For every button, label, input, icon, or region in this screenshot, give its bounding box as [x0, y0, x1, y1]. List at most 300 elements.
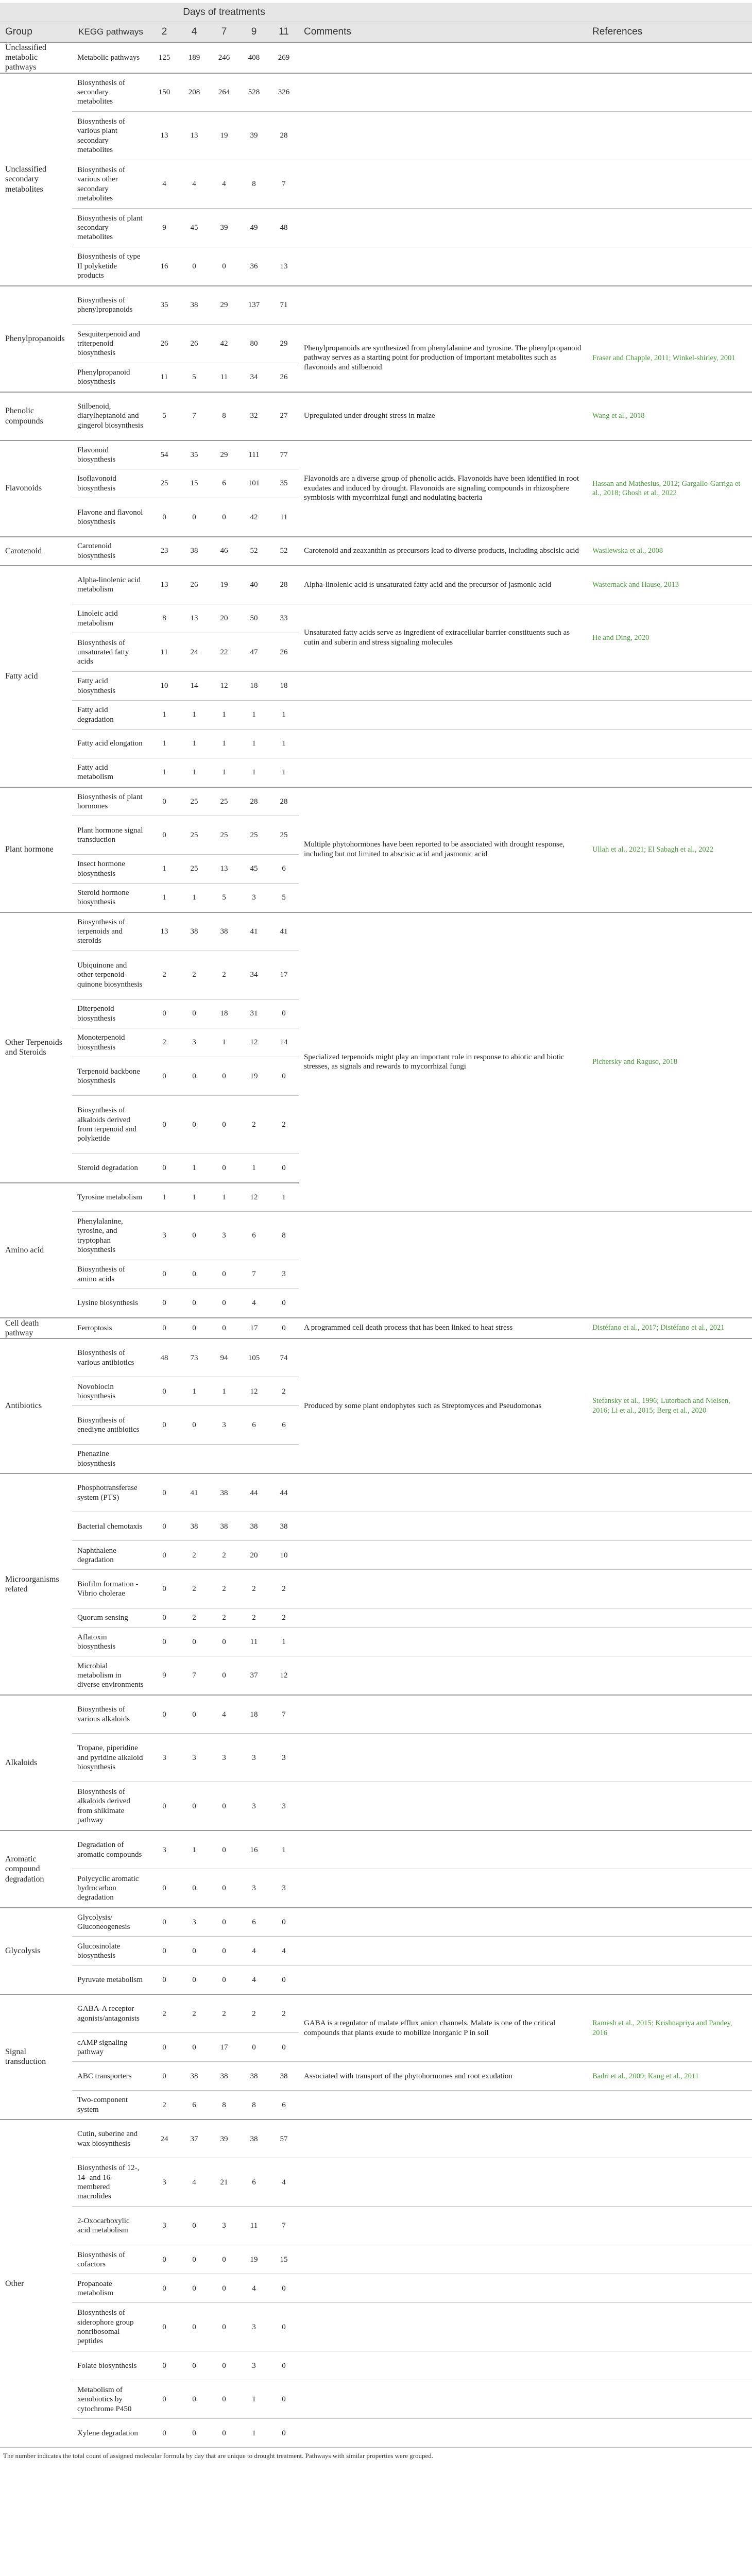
day-count: 0: [179, 2380, 209, 2419]
day-count: 0: [179, 1406, 209, 1445]
day-count: 0: [179, 999, 209, 1028]
day-count: 0: [179, 2419, 209, 2448]
reference-cell: [587, 42, 752, 73]
day-count: 1: [149, 855, 179, 884]
table-row: [0, 1937, 752, 1965]
day-count: 0: [179, 247, 209, 286]
day-count: 4: [269, 1937, 299, 1965]
reference-cell: [587, 2091, 752, 2120]
day-count: 326: [269, 73, 299, 112]
table-row: [0, 701, 752, 730]
day-count: 0: [149, 2062, 179, 2091]
day-count: 74: [269, 1338, 299, 1377]
day-count: 0: [149, 1512, 179, 1541]
day-count: [269, 1445, 299, 1473]
day-count: 3: [149, 2158, 179, 2207]
table-row: [0, 604, 752, 633]
day-count: 52: [269, 537, 299, 566]
day-count: 80: [239, 325, 269, 363]
group-label: Aromatic compound degradation: [0, 1831, 72, 1908]
group-label: Flavonoids: [0, 440, 72, 537]
day-count: 19: [209, 566, 239, 604]
day-count: 2: [149, 2091, 179, 2120]
day-count: 1: [179, 1183, 209, 1212]
pathway-name: Linoleic acid metabolism: [72, 604, 149, 633]
day-count: 0: [269, 1965, 299, 1994]
day-count: 0: [149, 1628, 179, 1656]
day-count: 0: [209, 1628, 239, 1656]
day-count: 1: [179, 1831, 209, 1869]
pathway-name: Microbial metabolism in diverse environments: [72, 1656, 149, 1695]
comment-cell: A programmed cell death process that has been linked to heat stress: [299, 1318, 587, 1338]
day-count: 25: [209, 816, 239, 855]
comment-cell: Produced by some plant endophytes such as Streptomyces and Pseudomonas: [299, 1338, 587, 1473]
day-count: 6: [269, 1406, 299, 1445]
day-count: 12: [269, 1656, 299, 1695]
table-row: [0, 1965, 752, 1994]
day-count: 73: [179, 1338, 209, 1377]
reference-cell: Badri et al., 2009; Kang et al., 2011: [587, 2062, 752, 2091]
comment-cell: Specialized terpenoids might play an important role in response to abiotic and biotic stresses, as signals and rewards to mycorrhizal fungi: [299, 912, 587, 1212]
day-count: 0: [149, 1608, 179, 1628]
day-count: 0: [209, 1965, 239, 1994]
day-count: 8: [269, 1212, 299, 1260]
day-count: 44: [239, 1473, 269, 1512]
table-row: [0, 1908, 752, 1937]
pathway-name: Biosynthesis of various plant secondary metabolites: [72, 112, 149, 160]
comment-cell: Multiple phytohormones have been reported to be associated with drought response, including but not limited to abscisic acid and jasmonic acid: [299, 787, 587, 912]
day-count: 0: [179, 1937, 209, 1965]
day-count: 0: [179, 1057, 209, 1096]
day-count: 528: [239, 73, 269, 112]
day-count: 16: [239, 1831, 269, 1869]
day-count: 45: [239, 855, 269, 884]
group-label: Unclassified metabolic pathways: [0, 42, 72, 73]
comment-cell: [299, 758, 587, 787]
reference-cell: [587, 160, 752, 209]
reference-cell: [587, 1734, 752, 1782]
day-count: 6: [239, 1212, 269, 1260]
pathway-name: Two-component system: [72, 2091, 149, 2120]
group-label: Phenylpropanoids: [0, 286, 72, 392]
pathway-name: ABC transporters: [72, 2062, 149, 2091]
pathway-name: Stilbenoid, diarylheptanoid and gingerol biosynthesis: [72, 392, 149, 440]
kegg-pathway-table: [0, 3, 752, 2448]
day-count: 2: [209, 951, 239, 999]
day-count: 38: [179, 912, 209, 951]
day-count: 1: [209, 1377, 239, 1406]
day-count: 1: [179, 1377, 209, 1406]
day-count: 6: [269, 2091, 299, 2120]
day-count: 1: [179, 884, 209, 912]
day-count: 0: [149, 1406, 179, 1445]
day-count: 40: [239, 566, 269, 604]
day-header: 7: [209, 22, 239, 42]
day-count: 28: [269, 566, 299, 604]
day-count: 8: [209, 392, 239, 440]
day-count: 1: [149, 701, 179, 730]
day-count: 20: [209, 604, 239, 633]
day-count: 19: [239, 1057, 269, 1096]
day-count: 0: [149, 1318, 179, 1338]
day-count: 3: [239, 2303, 269, 2351]
pathway-name: Biosynthesis of various other secondary metabolites: [72, 160, 149, 209]
pathway-name: Biosynthesis of enediyne antibiotics: [72, 1406, 149, 1445]
day-count: 3: [239, 1782, 269, 1831]
day-header: 9: [239, 22, 269, 42]
day-count: 49: [239, 209, 269, 247]
pathway-name: Pyruvate metabolism: [72, 1965, 149, 1994]
comment-cell: GABA is a regulator of malate efflux anion channels. Malate is one of the critical compounds that plants exude to mobilize inorganic P in soil: [299, 1994, 587, 2062]
day-count: 0: [149, 999, 179, 1028]
group-label: Signal transduction: [0, 1994, 72, 2120]
group-label: Antibiotics: [0, 1338, 72, 1473]
reference-cell: [587, 2419, 752, 2448]
day-count: 13: [149, 912, 179, 951]
day-count: 0: [149, 2033, 179, 2062]
reference-cell: [587, 2245, 752, 2274]
day-count: 0: [179, 1628, 209, 1656]
pathway-name: Phosphotransferase system (PTS): [72, 1473, 149, 1512]
comment-cell: [299, 2274, 587, 2303]
pathway-name: Flavone and flavonol biosynthesis: [72, 498, 149, 537]
table-row: [0, 2120, 752, 2158]
day-count: 3: [179, 1028, 209, 1057]
reference-cell: [587, 1782, 752, 1831]
day-count: 11: [149, 363, 179, 392]
header-row-columns: [0, 22, 752, 42]
pathway-name: Terpenoid backbone biosynthesis: [72, 1057, 149, 1096]
day-count: 2: [269, 1096, 299, 1154]
day-count: 0: [209, 1656, 239, 1695]
day-count: 4: [209, 1695, 239, 1734]
day-count: 4: [239, 1937, 269, 1965]
day-count: 1: [239, 2419, 269, 2448]
day-count: 8: [149, 604, 179, 633]
pathway-name: Fatty acid degradation: [72, 701, 149, 730]
day-count: 0: [209, 1057, 239, 1096]
day-count: 0: [149, 787, 179, 816]
day-count: 2: [149, 1028, 179, 1057]
day-count: 38: [209, 912, 239, 951]
comment-cell: [299, 2158, 587, 2207]
day-count: 0: [269, 1154, 299, 1183]
day-count: 111: [239, 440, 269, 469]
comments-header: Comments: [299, 22, 587, 42]
day-count: 25: [179, 855, 209, 884]
pathway-name: Insect hormone biosynthesis: [72, 855, 149, 884]
table-body: [0, 42, 752, 2448]
day-count: 0: [179, 498, 209, 537]
day-count: 41: [269, 912, 299, 951]
pathway-name: Steroid hormone biosynthesis: [72, 884, 149, 912]
comment-cell: [299, 286, 587, 325]
table-row: [0, 2245, 752, 2274]
reference-cell: [587, 1608, 752, 1628]
pathway-name: Biosynthesis of plant hormones: [72, 787, 149, 816]
day-count: 29: [209, 286, 239, 325]
day-count: 31: [239, 999, 269, 1028]
table-row: [0, 392, 752, 440]
day-count: 39: [239, 112, 269, 160]
day-count: 0: [269, 2303, 299, 2351]
day-count: 3: [149, 2207, 179, 2245]
pathway-name: Glucosinolate biosynthesis: [72, 1937, 149, 1965]
day-count: 0: [209, 1937, 239, 1965]
day-count: 50: [239, 604, 269, 633]
day-count: 0: [149, 1937, 179, 1965]
table-row: [0, 1608, 752, 1628]
day-count: 17: [269, 951, 299, 999]
reference-cell: Distéfano et al., 2017; Distéfano et al., 2021: [587, 1318, 752, 1338]
day-count: 0: [149, 1908, 179, 1937]
comment-cell: Unsaturated fatty acids serve as ingredient of extracellular barrier constituents such as cutin and suberin and stress signaling molecules: [299, 604, 587, 672]
pathway-name: Phenylpropanoid biosynthesis: [72, 363, 149, 392]
day-count: 9: [149, 209, 179, 247]
day-count: 0: [209, 2380, 239, 2419]
day-count: 2: [269, 1377, 299, 1406]
pathway-name: Biofilm formation - Vibrio cholerae: [72, 1570, 149, 1608]
day-count: 37: [239, 1656, 269, 1695]
day-count: 11: [239, 1628, 269, 1656]
day-count: 38: [239, 1512, 269, 1541]
reference-cell: [587, 1831, 752, 1869]
day-count: 0: [269, 1289, 299, 1318]
pathways-header: KEGG pathways: [72, 22, 149, 42]
day-count: 36: [239, 247, 269, 286]
day-count: 38: [209, 1512, 239, 1541]
day-count: 1: [209, 758, 239, 787]
comment-cell: [299, 2091, 587, 2120]
table-row: [0, 566, 752, 604]
day-count: 48: [269, 209, 299, 247]
day-count: 3: [149, 1734, 179, 1782]
day-count: 0: [269, 2274, 299, 2303]
day-count: 12: [209, 672, 239, 701]
day-count: 1: [239, 730, 269, 758]
table-row: [0, 286, 752, 325]
day-count: 2: [239, 1570, 269, 1608]
comment-cell: Alpha-linolenic acid is unsaturated fatty acid and the precursor of jasmonic acid: [299, 566, 587, 604]
table-row: [0, 1734, 752, 1782]
day-count: 57: [269, 2120, 299, 2158]
reference-cell: [587, 758, 752, 787]
day-count: 14: [269, 1028, 299, 1057]
comment-cell: [299, 1695, 587, 1734]
day-count: 0: [179, 1869, 209, 1908]
day-count: 18: [239, 672, 269, 701]
day-count: 3: [209, 1212, 239, 1260]
comment-cell: [299, 672, 587, 701]
day-count: 0: [209, 2245, 239, 2274]
day-count: 246: [209, 42, 239, 73]
day-count: 16: [149, 247, 179, 286]
day-count: 18: [239, 1695, 269, 1734]
comment-cell: [299, 1628, 587, 1656]
pathway-name: Biosynthesis of plant secondary metabolites: [72, 209, 149, 247]
table-row: [0, 1782, 752, 1831]
day-count: 38: [179, 1512, 209, 1541]
day-count: 8: [209, 2091, 239, 2120]
day-count: 26: [179, 325, 209, 363]
day-count: 28: [239, 787, 269, 816]
table-row: [0, 1656, 752, 1695]
day-count: 7: [179, 392, 209, 440]
pathway-name: Biosynthesis of cofactors: [72, 2245, 149, 2274]
day-count: 13: [179, 604, 209, 633]
comment-cell: [299, 1570, 587, 1608]
day-count: 1: [269, 701, 299, 730]
day-count: 0: [149, 1695, 179, 1734]
day-count: 25: [179, 816, 209, 855]
group-label: Microorganisms related: [0, 1473, 72, 1695]
day-count: 0: [269, 2419, 299, 2448]
pathway-name: Plant hormone signal transduction: [72, 816, 149, 855]
day-count: 0: [179, 1695, 209, 1734]
reference-cell: [587, 2207, 752, 2245]
day-count: 10: [269, 1541, 299, 1570]
table-row: [0, 1831, 752, 1869]
day-count: 19: [209, 112, 239, 160]
day-count: 24: [149, 2120, 179, 2158]
reference-cell: [587, 112, 752, 160]
table-row: [0, 2091, 752, 2120]
day-count: [209, 1445, 239, 1473]
day-count: 29: [209, 440, 239, 469]
day-count: 5: [209, 884, 239, 912]
day-count: 208: [179, 73, 209, 112]
day-count: 54: [149, 440, 179, 469]
pathway-name: Degradation of aromatic compounds: [72, 1831, 149, 1869]
comment-cell: [299, 730, 587, 758]
day-count: 12: [239, 1028, 269, 1057]
day-count: 38: [209, 2062, 239, 2091]
reference-cell: Fraser and Chapple, 2011; Winkel-shirley, 2001: [587, 325, 752, 392]
group-label: Carotenoid: [0, 537, 72, 566]
day-count: 0: [179, 1318, 209, 1338]
day-count: 29: [269, 325, 299, 363]
reference-cell: [587, 2274, 752, 2303]
day-count: 18: [209, 999, 239, 1028]
group-label: Fatty acid: [0, 566, 72, 787]
day-count: 35: [149, 286, 179, 325]
day-count: 0: [209, 247, 239, 286]
day-count: 7: [269, 160, 299, 209]
reference-cell: [587, 1473, 752, 1512]
day-count: 12: [239, 1377, 269, 1406]
reference-cell: He and Ding, 2020: [587, 604, 752, 672]
day-count: 6: [239, 1406, 269, 1445]
day-count: 0: [149, 1541, 179, 1570]
day-count: 25: [239, 816, 269, 855]
day-count: 2: [269, 1994, 299, 2033]
day-count: 6: [269, 855, 299, 884]
day-count: 0: [179, 2303, 209, 2351]
day-count: 1: [269, 758, 299, 787]
table-row: [0, 160, 752, 209]
table-row: [0, 758, 752, 787]
pathway-name: Phenylalanine, tyrosine, and tryptophan biosynthesis: [72, 1212, 149, 1260]
day-count: 1: [269, 730, 299, 758]
day-count: 3: [179, 1908, 209, 1937]
comment-cell: [299, 2245, 587, 2274]
day-count: 0: [209, 1154, 239, 1183]
comment-cell: [299, 1965, 587, 1994]
day-count: 0: [179, 2274, 209, 2303]
table-row: [0, 1289, 752, 1318]
day-count: 0: [149, 2245, 179, 2274]
day-count: 26: [269, 633, 299, 672]
table-row: [0, 325, 752, 363]
day-count: 0: [269, 1318, 299, 1338]
reference-cell: [587, 73, 752, 112]
day-count: 34: [239, 951, 269, 999]
day-count: 0: [179, 2033, 209, 2062]
table-row: [0, 209, 752, 247]
table-row: [0, 1541, 752, 1570]
day-count: 189: [179, 42, 209, 73]
pathway-name: Biosynthesis of alkaloids derived from terpenoid and polyketide: [72, 1096, 149, 1154]
day-count: 25: [269, 816, 299, 855]
day-count: 1: [239, 1154, 269, 1183]
day-count: 34: [239, 363, 269, 392]
day-count: 3: [269, 1869, 299, 1908]
day-count: 38: [269, 2062, 299, 2091]
group-label: Other: [0, 2120, 72, 2448]
day-count: 2: [149, 951, 179, 999]
day-count: 2: [179, 1570, 209, 1608]
day-count: 4: [179, 2158, 209, 2207]
day-count: 25: [179, 787, 209, 816]
day-count: 71: [269, 286, 299, 325]
table-row: [0, 2062, 752, 2091]
day-count: 0: [149, 2380, 179, 2419]
day-count: 0: [149, 2351, 179, 2380]
day-count: 3: [269, 1734, 299, 1782]
day-count: 0: [149, 1289, 179, 1318]
day-count: 47: [239, 633, 269, 672]
comment-cell: [299, 1869, 587, 1908]
pathway-name: Biosynthesis of type II polyketide products: [72, 247, 149, 286]
day-header: 2: [149, 22, 179, 42]
day-count: 20: [239, 1541, 269, 1570]
day-count: 39: [209, 209, 239, 247]
day-count: 26: [149, 325, 179, 363]
reference-cell: [587, 2380, 752, 2419]
day-count: 38: [179, 286, 209, 325]
comment-cell: [299, 73, 587, 112]
comment-cell: [299, 2380, 587, 2419]
pathway-name: Biosynthesis of amino acids: [72, 1260, 149, 1289]
day-count: 0: [179, 1965, 209, 1994]
pathway-name: Bacterial chemotaxis: [72, 1512, 149, 1541]
day-count: 37: [179, 2120, 209, 2158]
day-count: 0: [149, 1869, 179, 1908]
reference-cell: Ullah et al., 2021; El Sabagh et al., 2022: [587, 787, 752, 912]
pathway-name: Novobiocin biosynthesis: [72, 1377, 149, 1406]
day-count: 2: [269, 1570, 299, 1608]
day-count: 0: [269, 2380, 299, 2419]
day-count: 77: [269, 440, 299, 469]
group-label: Phenolic compounds: [0, 392, 72, 440]
day-count: 0: [209, 2274, 239, 2303]
day-count: 1: [179, 701, 209, 730]
day-count: 0: [209, 1782, 239, 1831]
day-count: 27: [269, 392, 299, 440]
reference-cell: Wasilewska et al., 2008: [587, 537, 752, 566]
table-row: [0, 1318, 752, 1338]
day-count: 11: [209, 363, 239, 392]
